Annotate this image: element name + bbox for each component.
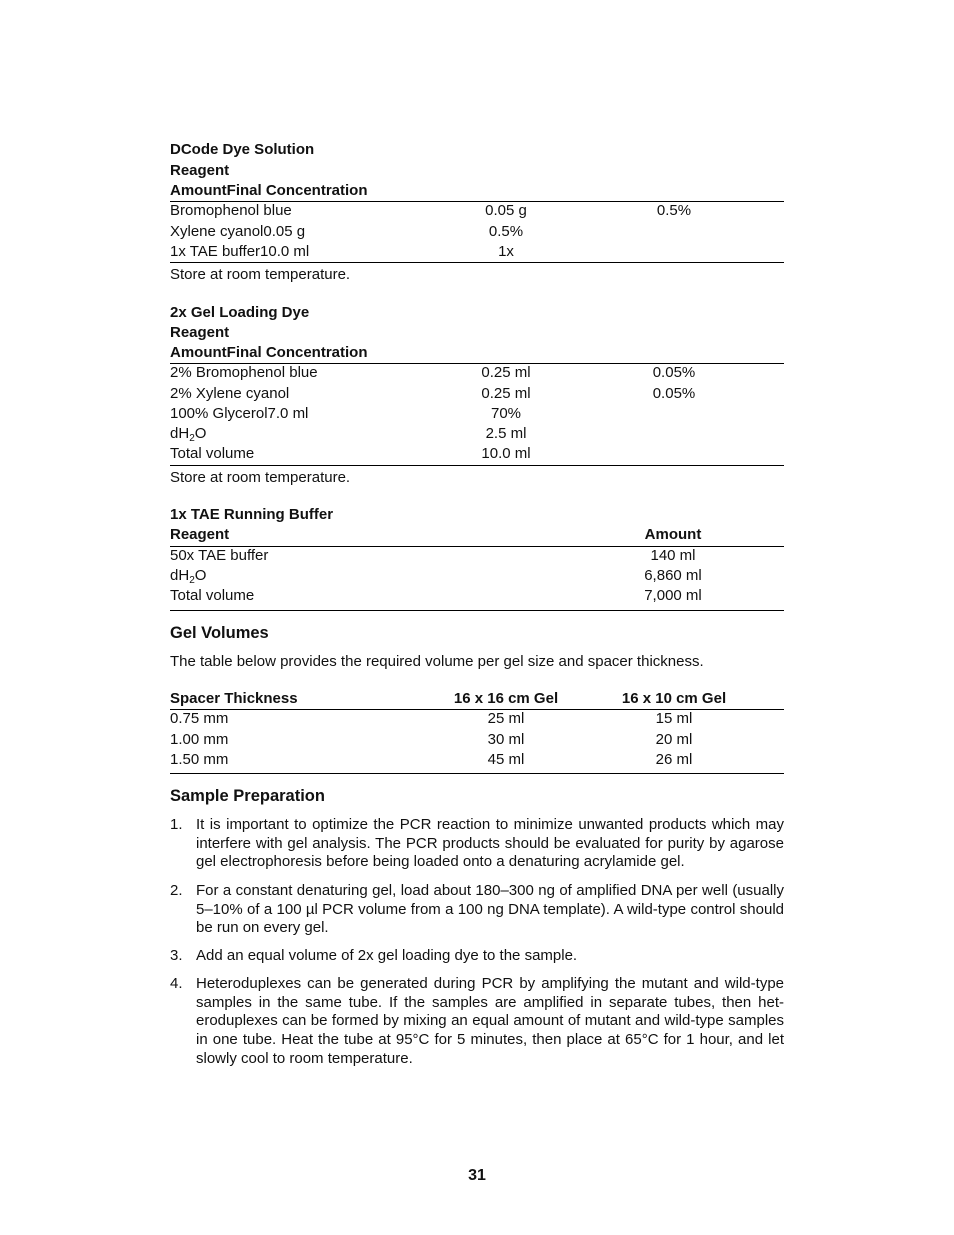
dye-solution-row-3-amount: 1x (498, 243, 514, 260)
loading-dye-row-3-reagent: 100% Glycerol7.0 ml (170, 405, 309, 422)
divider (170, 262, 784, 263)
loading-dye-note: Store at room temperature. (170, 469, 351, 486)
gel-volumes-row-2-16x16: 30 ml (487, 731, 525, 748)
sample-prep-item-2-text: For a constant denaturing gel, load about 180–300 ng of amplified DNA per well (usually 5–10% of a 100 µl PCR volume from a 100 ng DNA template). A wild-type control should be run on every gel. (196, 882, 784, 937)
loading-dye-row-1-amount: 0.25 ml (481, 364, 531, 381)
dye-solution-note: Store at room temperature. (170, 266, 351, 283)
reagent-prefix: dH (170, 425, 190, 442)
reagent-subscript: 2 (189, 575, 195, 586)
sample-prep-item-4-text: Heteroduplexes can be generated during PCR by amplifying the mutant and wild-type samples in the same tube. If the samples are amplified in separate tubes, then het-eroduplexes can be formed by mixing an equal amount of mutant and wild-type samples in one tube. Heat the tube at 95°C for 5 minutes, then place at 65°C for 1 hour, and let slowly cool to room temperature. (196, 975, 784, 1067)
dye-solution-header-reagent: Reagent (170, 162, 230, 179)
gel-volumes-row-1-16x16: 25 ml (487, 710, 525, 727)
gel-volumes-row-2-spacer: 1.00 mm (170, 731, 229, 748)
running-buffer-header-reagent: Reagent (170, 526, 230, 543)
reagent-subscript: 2 (189, 433, 195, 444)
loading-dye-row-1-reagent: 2% Bromophenol blue (170, 364, 318, 381)
running-buffer-row-2-amount: 6,860 ml (644, 567, 702, 584)
gel-volumes-intro: The table below provides the required volume per gel size and spacer thickness. (170, 653, 704, 670)
gel-volumes-heading: Gel Volumes (170, 624, 269, 642)
gel-volumes-row-1-spacer: 0.75 mm (170, 710, 229, 727)
running-buffer-row-3-reagent: Total volume (170, 587, 255, 604)
gel-volumes-row-2-16x10: 20 ml (655, 731, 693, 748)
running-buffer-row-3-amount: 7,000 ml (644, 587, 702, 604)
sample-prep-item-4-number: 4. (170, 975, 183, 992)
loading-dye-row-1-final: 0.05% (652, 364, 696, 381)
loading-dye-row-5-amount: 10.0 ml (481, 445, 531, 462)
gel-volumes-row-3-spacer: 1.50 mm (170, 751, 229, 768)
sample-prep-item-2-number: 2. (170, 882, 183, 899)
gel-volumes-header-16x16: 16 x 16 cm Gel (453, 690, 559, 707)
running-buffer-row-2-reagent (170, 567, 206, 585)
sample-prep-item-1-number: 1. (170, 816, 183, 833)
loading-dye-header-reagent: Reagent (170, 324, 230, 341)
loading-dye-row-5-reagent: Total volume (170, 445, 255, 462)
loading-dye-row-3-amount: 70% (490, 405, 522, 422)
dye-solution-row-1-reagent: Bromophenol blue (170, 202, 292, 219)
page-number: 31 (468, 1167, 486, 1184)
dye-solution-row-1-amount: 0.05 g (485, 202, 527, 219)
gel-volumes-header-16x10: 16 x 10 cm Gel (621, 690, 727, 707)
loading-dye-row-2-amount: 0.25 ml (481, 385, 531, 402)
reagent-prefix: dH (170, 567, 190, 584)
gel-volumes-row-3-16x10: 26 ml (655, 751, 693, 768)
running-buffer-row-1-amount: 140 ml (650, 547, 696, 564)
sample-prep-item-3-number: 3. (170, 947, 183, 964)
sample-prep-item-3-text: Add an equal volume of 2x gel loading dye to the sample. (196, 947, 578, 964)
loading-dye-row-4-amount: 2.5 ml (485, 425, 527, 442)
loading-dye-header-amount: AmountFinal Concentration (170, 344, 368, 361)
reagent-suffix: O (194, 567, 207, 584)
divider (170, 610, 784, 611)
divider (170, 773, 784, 774)
loading-dye-row-4-reagent (170, 425, 206, 443)
dye-solution-row-2-reagent: Xylene cyanol0.05 g (170, 223, 306, 240)
dye-solution-row-3-reagent: 1x TAE buffer10.0 ml (170, 243, 310, 260)
sample-prep-item-1-text: It is important to optimize the PCR reaction to minimize unwanted products which may interfere with gel analysis. The PCR products should be evaluated for purity by agarose gel electrophoresis before being loaded onto a denaturing acrylamide gel. (196, 816, 784, 871)
dye-solution-title: DCode Dye Solution (170, 141, 315, 158)
dye-solution-header-amount: AmountFinal Concentration (170, 182, 368, 199)
loading-dye-title: 2x Gel Loading Dye (170, 304, 310, 321)
gel-volumes-header-spacer: Spacer Thickness (170, 690, 298, 707)
loading-dye-row-2-final: 0.05% (652, 385, 696, 402)
running-buffer-header-amount: Amount (644, 526, 702, 543)
running-buffer-title: 1x TAE Running Buffer (170, 506, 334, 523)
reagent-suffix: O (194, 425, 207, 442)
divider (170, 465, 784, 466)
dye-solution-row-2-amount: 0.5% (488, 223, 524, 240)
gel-volumes-row-1-16x10: 15 ml (655, 710, 693, 727)
loading-dye-row-2-reagent: 2% Xylene cyanol (170, 385, 290, 402)
running-buffer-row-1-reagent: 50x TAE buffer (170, 547, 269, 564)
sample-prep-heading: Sample Preparation (170, 787, 325, 805)
dye-solution-row-1-final: 0.5% (656, 202, 692, 219)
gel-volumes-row-3-16x16: 45 ml (487, 751, 525, 768)
